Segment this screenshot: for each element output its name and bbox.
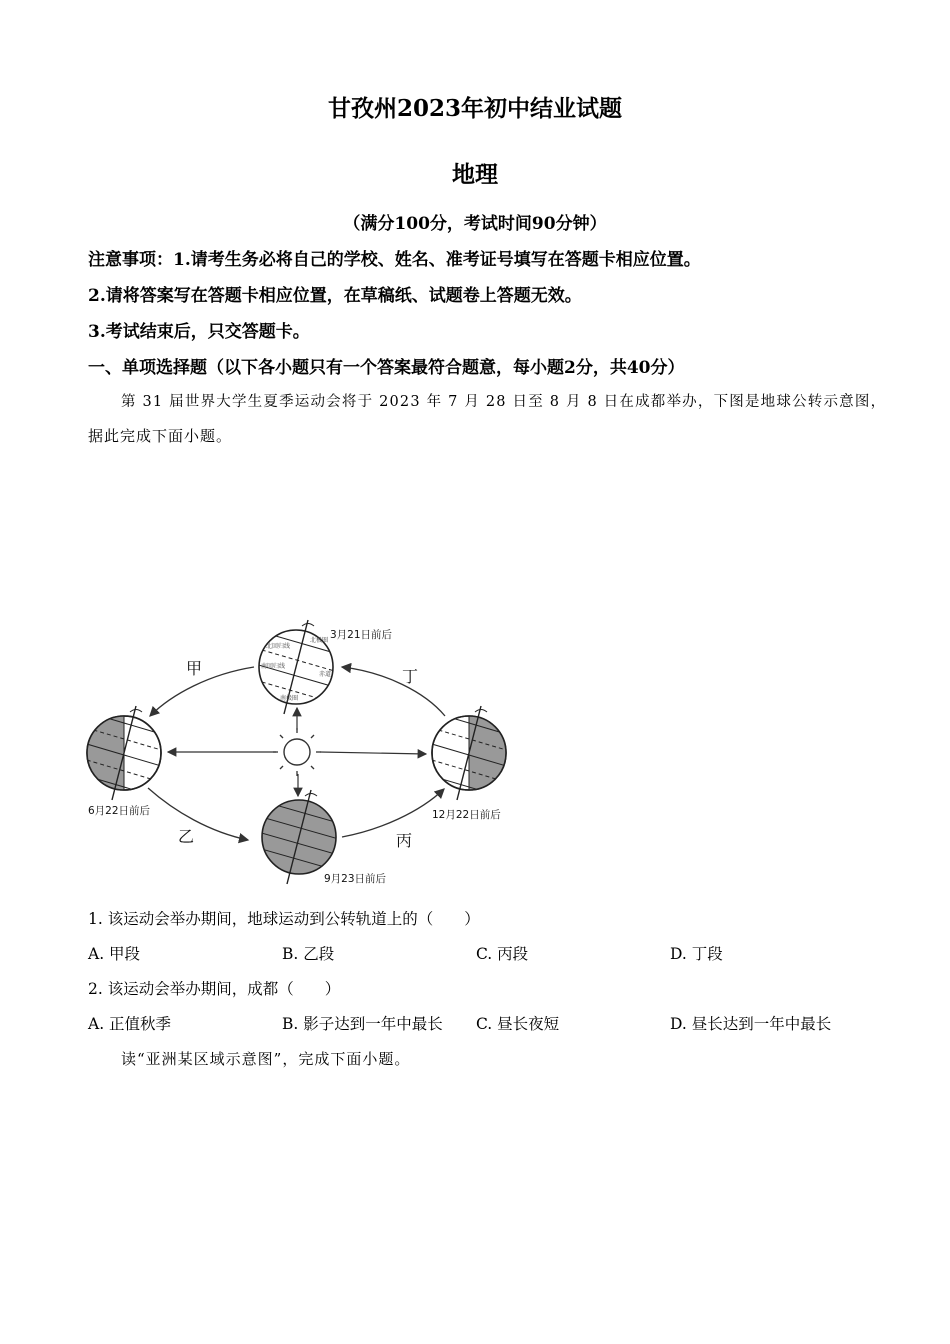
subject-title: 地理 <box>452 161 498 188</box>
note-line-3: 3.考试结束后，只交答题卡。 <box>88 322 310 342</box>
globe-december <box>425 706 513 800</box>
lat-label-tropic-n: 北回归线 <box>266 643 291 650</box>
lat-label-arctic: 北极圈 <box>310 637 329 644</box>
question-1-stem: 1. 该运动会举办期间，地球运动到公转轨道上的（ ） <box>88 910 480 928</box>
exam-info: （满分100分，考试时间90分钟） <box>343 214 607 234</box>
section-heading: 一、单项选择题（以下各小题只有一个答案最符合题意，每小题2分，共40分） <box>88 358 685 378</box>
sun-arrow-right <box>320 752 426 754</box>
question-2-stem: 2. 该运动会举办期间，成都（ ） <box>88 980 341 998</box>
note-line-1: 注意事项：1.请考生务必将自己的学校、姓名、准考证号填写在答题卡相应位置。 <box>88 250 701 270</box>
note-line-2: 2.请将答案写在答题卡相应位置，在草稿纸、试题卷上答题无效。 <box>88 286 582 306</box>
date-label-march: 3月21日前后 <box>330 629 393 641</box>
lat-label-antarctic: 南极圈 <box>280 695 299 702</box>
orbit-arc-bing <box>342 789 444 837</box>
date-label-september: 9月23日前后 <box>324 873 387 885</box>
sun-icon <box>273 728 321 776</box>
question-1-option-b: B. 乙段 <box>282 945 335 963</box>
date-label-june: 6月22日前后 <box>88 805 151 817</box>
segment-label-bing: 丙 <box>396 831 413 850</box>
segment-label-jia: 甲 <box>186 659 203 678</box>
date-label-december: 12月22日前后 <box>432 809 501 821</box>
question-2-option-a: A. 正值秋季 <box>88 1015 172 1033</box>
intro-line-1: 第 31 届世界大学生夏季运动会将于 2023 年 7 月 28 日至 8 月 8 日在成都举办，下图是地球公转示意图， <box>121 394 887 410</box>
lat-label-tropic-s: 南回归线 <box>261 663 286 670</box>
segment-label-yi: 乙 <box>178 827 195 846</box>
question-2-option-c: C. 昼长夜短 <box>476 1015 560 1033</box>
question-1-option-c: C. 丙段 <box>476 945 529 963</box>
exam-title: 甘孜州2023年初中结业试题 <box>327 95 622 122</box>
next-intro: 读“亚洲某区域示意图”，完成下面小题。 <box>121 1050 411 1068</box>
orbit-arc-yi <box>148 788 248 840</box>
question-2-option-d: D. 昼长达到一年中最长 <box>670 1015 832 1033</box>
earth-revolution-diagram <box>80 612 520 894</box>
question-2-option-b: B. 影子达到一年中最长 <box>282 1015 443 1033</box>
globe-june <box>80 706 168 800</box>
question-1-option-a: A. 甲段 <box>88 945 141 963</box>
intro-line-2: 据此完成下面小题。 <box>88 427 233 445</box>
segment-label-ding: 丁 <box>402 667 419 686</box>
lat-label-equator: 赤道 <box>319 671 332 678</box>
globe-march <box>255 620 338 720</box>
orbit-arc-ding <box>342 667 445 716</box>
question-1-option-d: D. 丁段 <box>670 945 723 963</box>
